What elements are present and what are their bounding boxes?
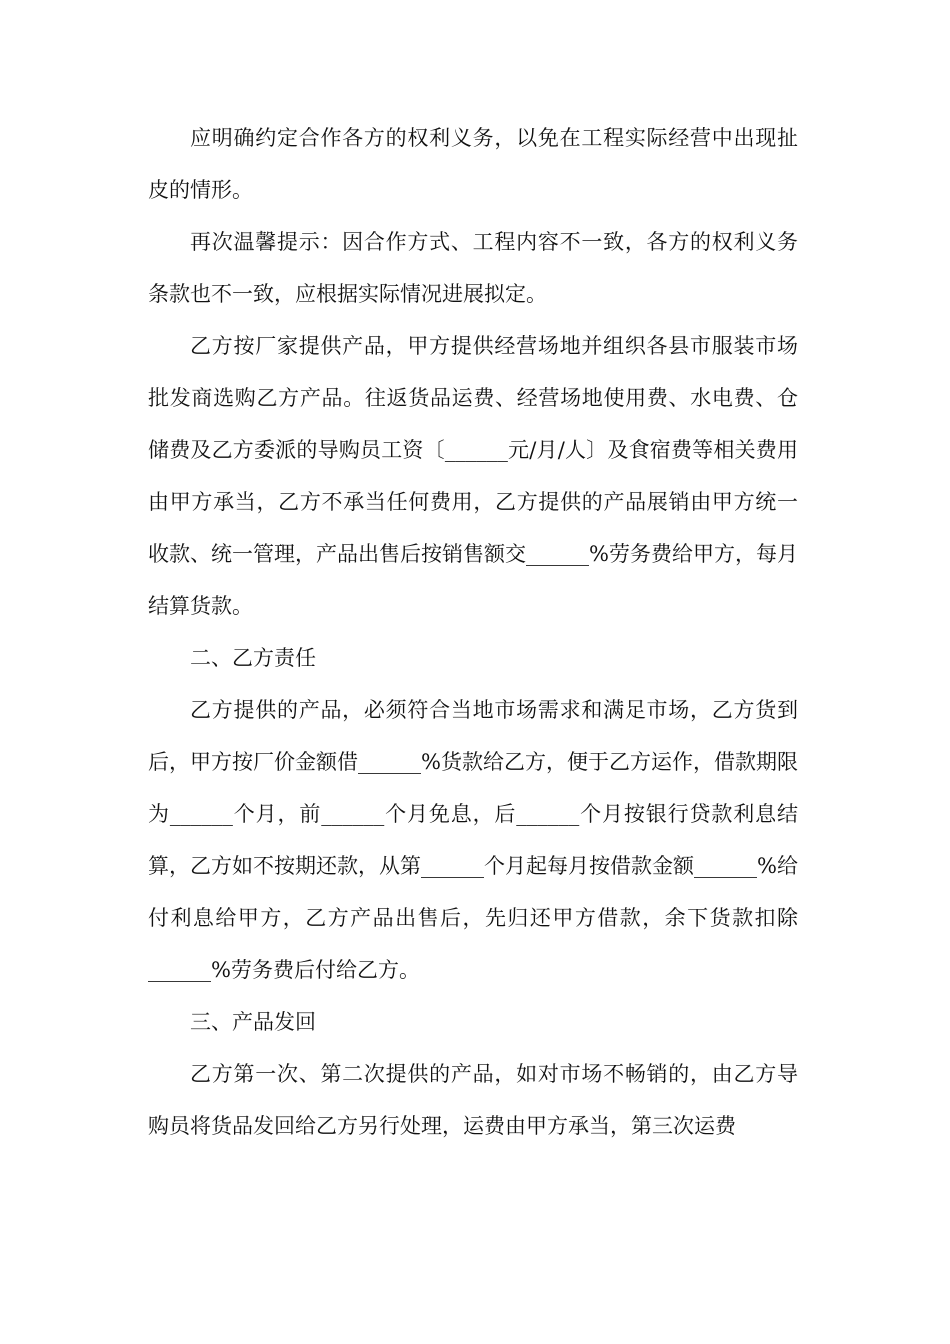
paragraph-loan-terms: 乙方提供的产品，必须符合当地市场需求和满足市场，乙方货到后，甲方按厂价金额借______%货款给乙方，便于乙方运作，借款期限为______个月，前______个月免息，后______个月按银行贷款利息结算，乙方如不按期还款，从第______个月起每月按借款金额______%给付利息给甲方，乙方产品出售后，先归还甲方借款，余下货款扣除______%劳务费后付给乙方。 bbox=[148, 698, 798, 982]
section-heading-party-b-responsibility: 二、乙方责任 bbox=[190, 646, 316, 670]
paragraph-product-supply: 乙方按厂家提供产品，甲方提供经营场地并组织各县市服装市场批发商选购乙方产品。往返货品运费、经营场地使用费、水电费、仓储费及乙方委派的导购员工资〔______元/月/人〕及食宿费等相关费用由甲方承当，乙方不承当任何费用，乙方提供的产品展销由甲方统一收款、统一管理，产品出售后按销售额交______%劳务费给甲方，每月结算货款。 bbox=[148, 334, 798, 618]
paragraph-reminder: 再次温馨提示：因合作方式、工程内容不一致，各方的权利义务条款也不一致，应根据实际情况进展拟定。 bbox=[148, 230, 798, 306]
section-heading-product-return: 三、产品发回 bbox=[190, 1010, 316, 1034]
paragraph-rights-obligations: 应明确约定合作各方的权利义务，以免在工程实际经营中出现扯皮的情形。 bbox=[148, 126, 798, 202]
paragraph-return-shipping: 乙方第一次、第二次提供的产品，如对市场不畅销的，由乙方导购员将货品发回给乙方另行处理，运费由甲方承当，第三次运费 bbox=[148, 1062, 798, 1138]
document-body bbox=[148, 112, 798, 1152]
